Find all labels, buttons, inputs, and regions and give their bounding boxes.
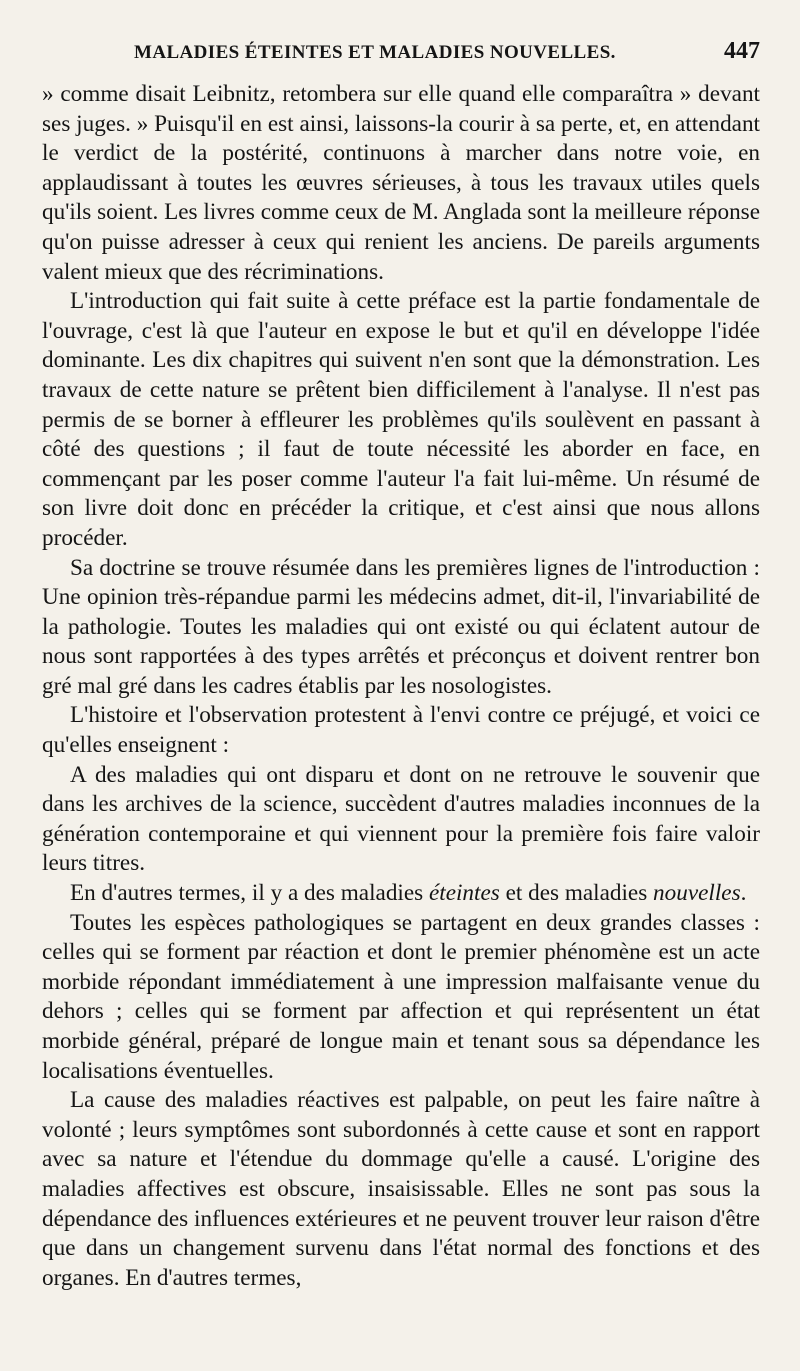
italic-term-eteintes: éteintes xyxy=(428,880,500,907)
running-title: MALADIES ÉTEINTES ET MALADIES NOUVELLES. xyxy=(134,42,616,63)
paragraph-7: Toutes les espèces pathologiques se partagent en deux grandes classes : celles qui se forment par réaction et dont le premier phénomène est un acte morbide répondant immédiatement à une impression malfaisante venue du dehors ; celles qui se forment par affection et qui représentent un état morbide général, préparé de longue main et tenant sous sa dépendance les localisations éventuelles. xyxy=(42,909,760,1084)
paragraph-2: L'introduction qui fait suite à cette préface est la partie fondamentale de l'ouvrage, c'est là que l'auteur en expose le but et qu'il en développe l'idée dominante. Les dix chapitres qui suivent n'en sont que la démonstration. Les travaux de cette nature se prêtent bien difficilement à l'analyse. Il n'est pas permis de se borner à effleurer les problèmes qu'ils soulèvent en passant à côté des questions ; il faut de toute nécessité les aborder en face, en commençant par les poser comme l'auteur l'a fait lui-même. Un résumé de son livre doit donc en précéder la critique, et c'est ainsi que nous allons procéder. xyxy=(42,288,760,551)
paragraph-6-text-after: . xyxy=(740,880,747,907)
paragraph-1: » comme disait Leibnitz, retombera sur elle quand elle comparaîtra » devant ses juges. » Puisqu'il en est ainsi, laissons-la courir à sa perte, et, en attendant le verdict de la postérité, continuons à marcher dans notre voie, en applaudissant à toutes les œuvres sérieuses, à tous les travaux utiles quels qu'ils soient. Les livres comme ceux de M. Anglada sont la meilleure réponse qu'on puisse adresser à ceux qui renient les anciens. De pareils arguments valent mieux que des récriminations. xyxy=(42,81,760,285)
italic-term-nouvelles: nouvelles xyxy=(653,880,741,907)
paragraph-6-text-middle: et des maladies xyxy=(499,880,654,907)
paragraph-3: Sa doctrine se trouve résumée dans les premières lignes de l'introduction : Une opinion très-répandue parmi les médecins admet, dit-il, l'invariabilité de la pathologie. Toutes les maladies qui ont existé ou qui éclatent autour de nous sont rapportées à des types arrêtés et préconçus et doivent rentrer bon gré mal gré dans les cadres établis par les nosologistes. xyxy=(42,554,760,699)
page-header xyxy=(42,0,760,68)
paragraph-5: A des maladies qui ont disparu et dont on ne retrouve le souvenir que dans les archives de la science, succèdent d'autres maladies inconnues de la génération contemporaine et qui viennent pour la première fois faire valoir leurs titres. xyxy=(42,761,760,877)
body-text xyxy=(42,80,760,1293)
page-number: 447 xyxy=(724,38,760,64)
paragraph-6 xyxy=(42,879,760,909)
paragraph-8: La cause des maladies réactives est palpable, on peut les faire naître à volonté ; leurs symptômes sont subordonnés à cette cause et sont en rapport avec sa nature et l'étendue du dommage qu'elle a causé. L'origine des maladies affectives est obscure, insaisissable. Elles ne sont pas sous la dépendance des influences extérieures et ne peuvent trouver leur raison d'être que dans un changement survenu dans l'état normal des fonctions et des organes. En d'autres termes, xyxy=(42,1087,760,1291)
paragraph-4: L'histoire et l'observation protestent à l'envi contre ce préjugé, et voici ce qu'elles enseignent : xyxy=(42,702,760,759)
paragraph-6-text-before: En d'autres termes, il y a des maladies xyxy=(70,880,429,907)
